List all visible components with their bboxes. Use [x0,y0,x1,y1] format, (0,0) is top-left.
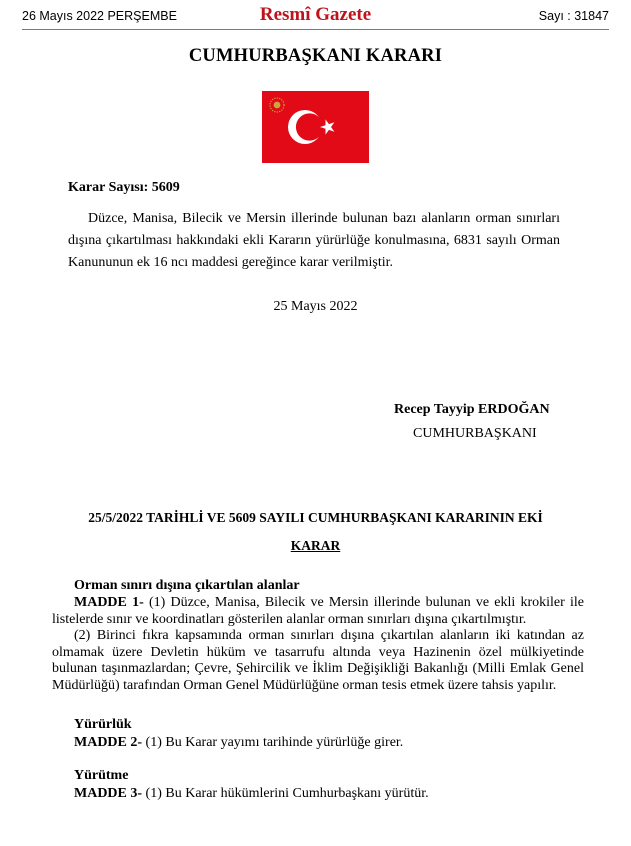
annex-subtitle: KARAR [290,538,341,553]
section-heading-effect: Yürürlük [74,717,132,732]
decision-number: Karar Sayısı: 5609 [68,180,180,195]
article-1-paragraph-1 [52,595,584,628]
article-1-label: MADDE 1- [74,595,144,610]
article-3-text: (1) Bu Karar hükümlerini Cumhurbaşkanı yürütür. [142,786,429,801]
article-1 [52,595,584,694]
gazette-header [0,0,631,30]
section-heading-forest: Orman sınırı dışına çıkartılan alanlar [74,578,300,593]
article-2 [74,735,403,751]
turkish-flag-icon [262,91,369,163]
signer-title: CUMHURBAŞKANI [413,426,537,441]
gazette-name: Resmî Gazete [259,4,372,25]
decision-intro: Düzce, Manisa, Bilecik ve Mersin illerinde bulunan bazı alanların orman sınırları dışına çıkartılması hakkındaki ekli Kararın yürürlüğe konulmasına, 6831 sayılı Orman Kanununun ek 16 ncı maddesi gereğince karar verilmiştir. [68,211,560,270]
article-1-text: (1) Düzce, Manisa, Bilecik ve Mersin illerinde bulunan ve ekli krokiler ile listelerde sınır ve koordinatları gösterilen alanlar orman sınırları dışına çıkartılmıştır. [52,595,584,627]
article-2-label: MADDE 2- [74,735,143,750]
page-title: CUMHURBAŞKANI KARARI [188,46,443,66]
article-3-label: MADDE 3- [74,786,143,801]
article-2-text: (1) Bu Karar yayımı tarihinde yürürlüğe girer. [142,735,404,750]
decision-date: 25 Mayıs 2022 [273,299,358,314]
article-1-paragraph-2: (2) Birinci fıkra kapsamında orman sınırları dışına çıkartılan alanların iki katından az olmamak üzere Devletin hüküm ve tasarrufu altında veya Hazinenin özel mülkiyetinde bulunan taşınmazlardan; Çevre, Şehircilik ve İklim Değişikliği Bakanlığı (Milli Emlak Genel Müdürlüğü) tarafından Orman Genel Müdürlüğüne orman tesis etmek üzere tahsis yapılır. [52,628,584,693]
header-divider [22,29,609,30]
signer-name: Recep Tayyip ERDOĞAN [394,402,550,417]
issue-date: 26 Mayıs 2022 PERŞEMBE [22,9,177,23]
annex-title: 25/5/2022 TARİHLİ VE 5609 SAYILI CUMHURBAŞKANI KARARININ EKİ [88,510,543,525]
issue-number: Sayı : 31847 [538,9,609,23]
section-heading-execution: Yürütme [74,768,129,783]
article-3 [74,786,429,802]
